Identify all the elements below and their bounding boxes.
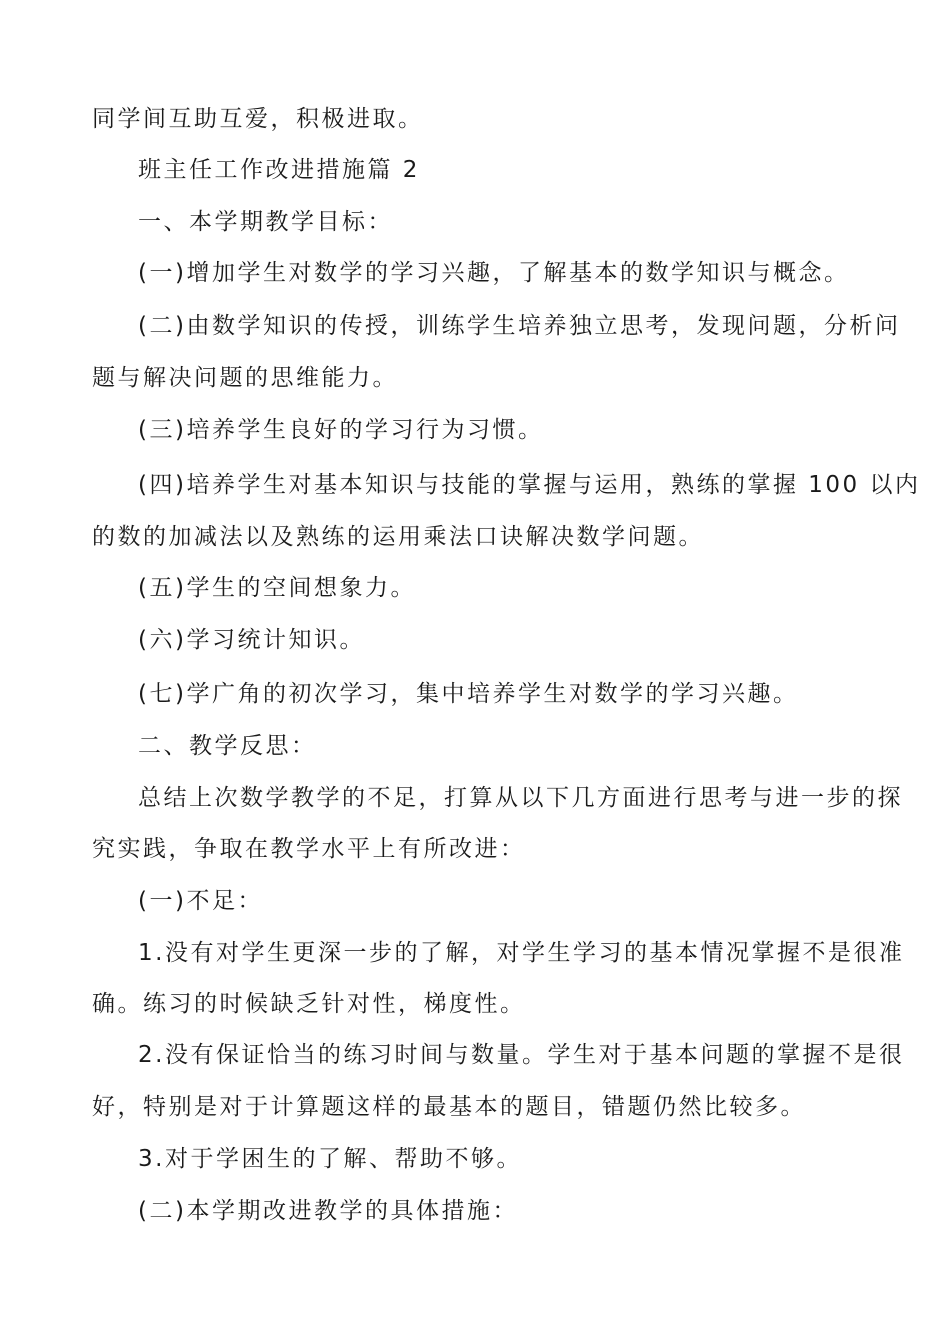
text-line: (一)不足： [138,888,263,914]
text-line: 确。练习的时候缺乏针对性，梯度性。 [92,991,526,1017]
text-line: 2.没有保证恰当的练习时间与数量。学生对于基本问题的掌握不是很 [138,1042,905,1068]
text-line: 总结上次数学教学的不足，打算从以下几方面进行思考与进一步的探 [138,785,903,811]
text-line: 题与解决问题的思维能力。 [92,365,398,391]
text-line: (一)增加学生对数学的学习兴趣，了解基本的数学知识与概念。 [138,260,850,286]
text-line: (五)学生的空间想象力。 [138,575,416,601]
text-line: (三)培养学生良好的学习行为习惯。 [138,417,544,443]
text-line: 的数的加减法以及熟练的运用乘法口诀解决数学问题。 [92,524,704,550]
subsection-heading: 一、本学期教学目标： [138,209,393,235]
text-line: (二)由数学知识的传授，训练学生培养独立思考，发现问题，分析问 [138,313,901,339]
subsection-heading: 二、教学反思： [138,733,317,759]
section-heading: 班主任工作改进措施篇 2 [138,157,420,183]
text-line: (二)本学期改进教学的具体措施： [138,1198,518,1224]
text-line: 1.没有对学生更深一步的了解，对学生学习的基本情况掌握不是很准 [138,940,905,966]
text-line: (四)培养学生对基本知识与技能的掌握与运用，熟练的掌握 100 以内 [138,472,921,498]
text-line: 3.对于学困生的了解、帮助不够。 [138,1146,522,1172]
text-line: 究实践，争取在教学水平上有所改进： [92,836,526,862]
text-line: (六)学习统计知识。 [138,627,365,653]
text-line: 好，特别是对于计算题这样的最基本的题目，错题仍然比较多。 [92,1094,806,1120]
text-line: 同学间互助互爱，积极进取。 [92,106,424,132]
text-line: (七)学广角的初次学习，集中培养学生对数学的学习兴趣。 [138,681,799,707]
